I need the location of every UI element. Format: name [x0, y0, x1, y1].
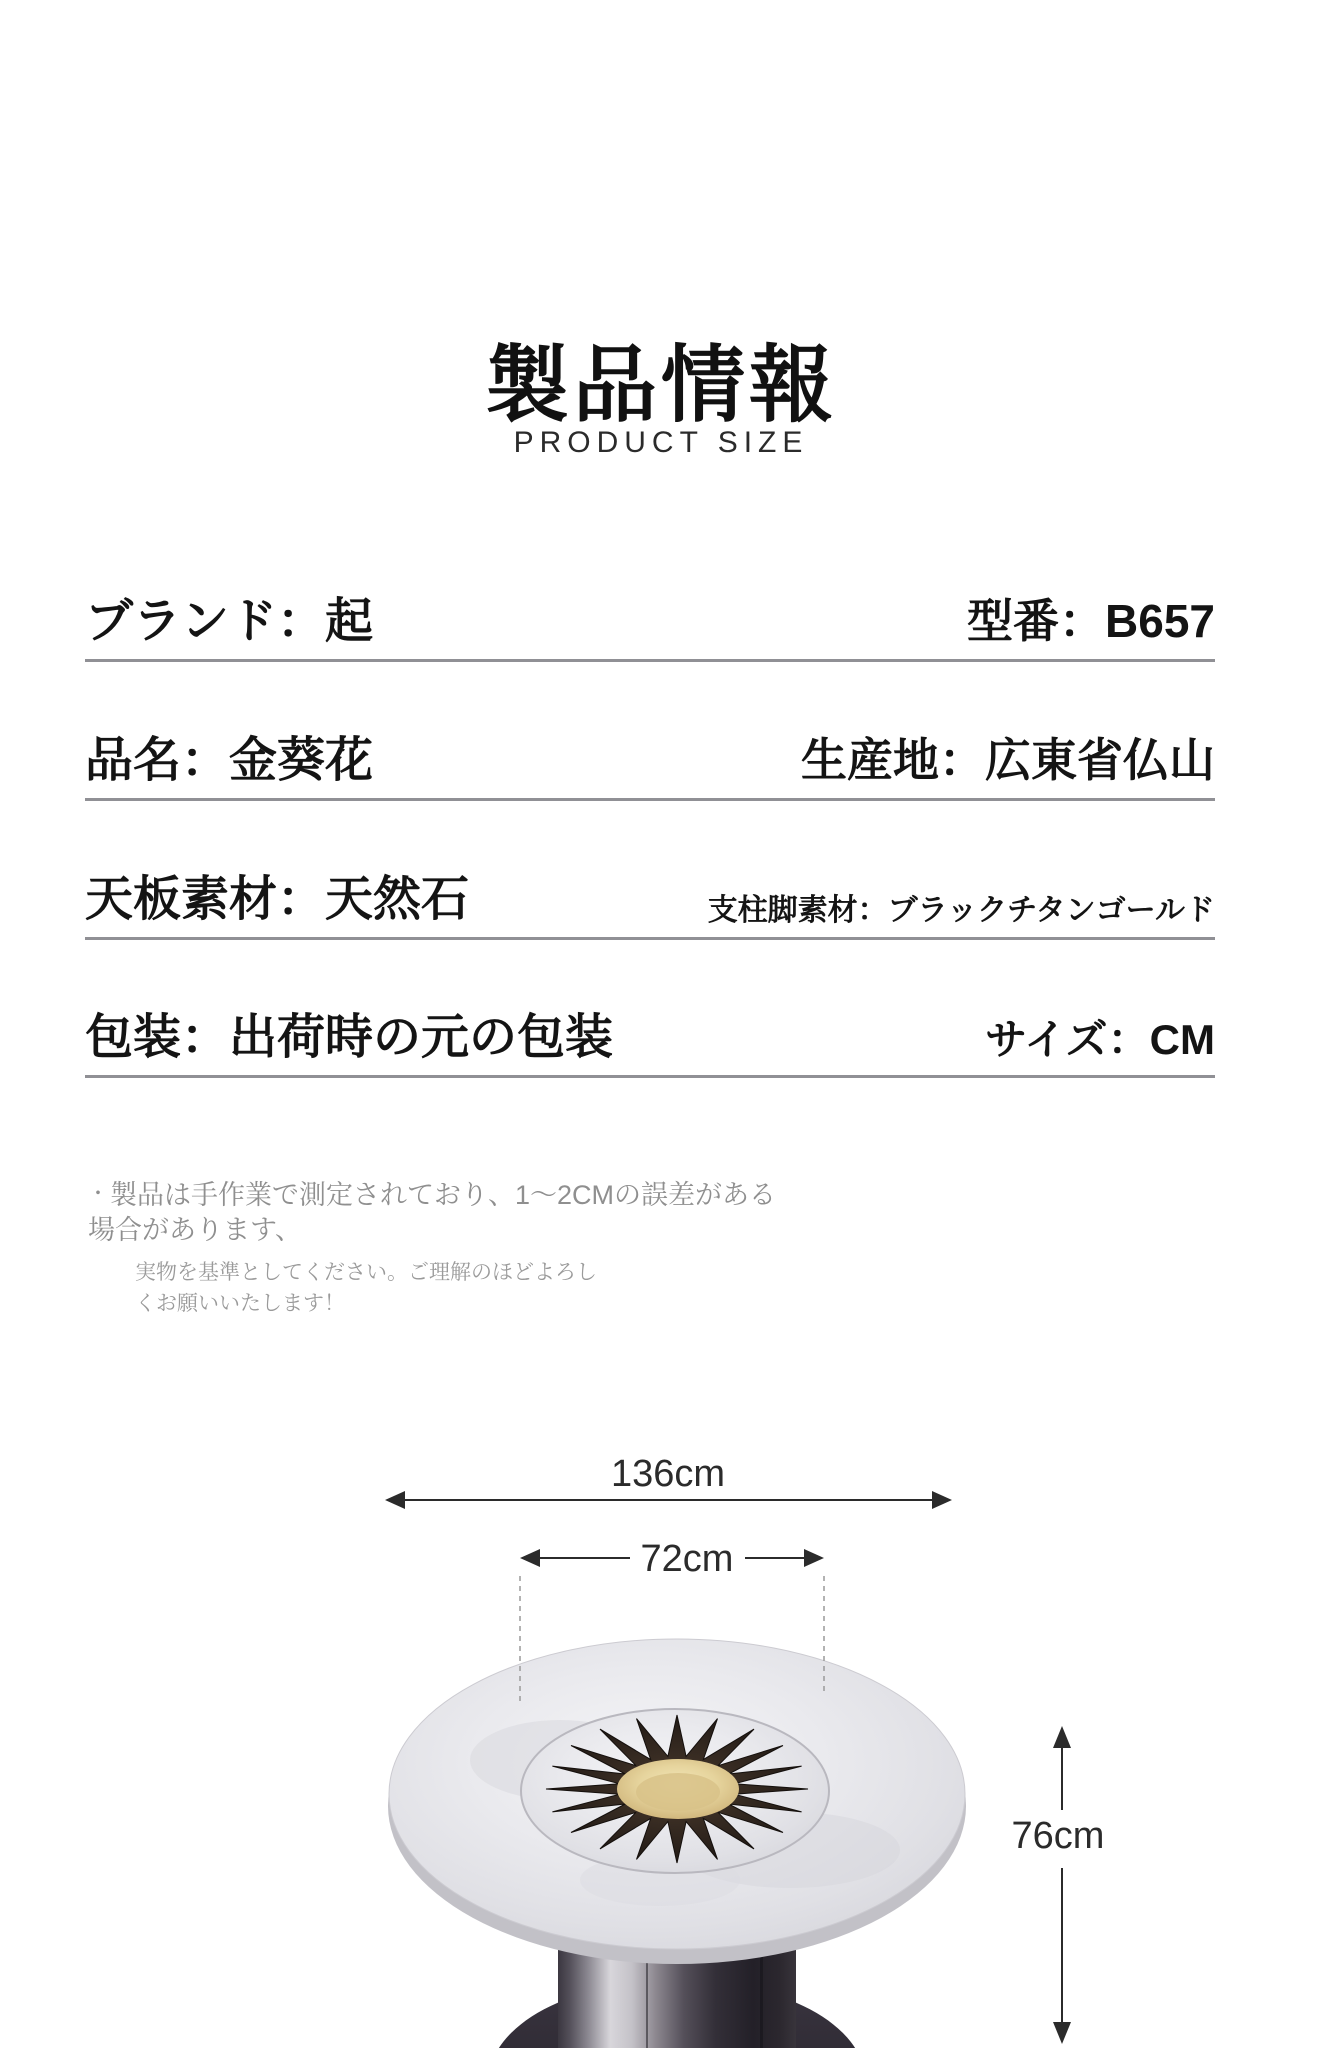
page-subtitle: PRODUCT SIZE — [513, 426, 809, 459]
page-title: 製品情報 — [484, 338, 837, 432]
inner-diameter-label: 72cm — [640, 1538, 734, 1580]
arrowhead-left-icon — [520, 1549, 540, 1567]
brand-label: ブランド：起 — [85, 595, 374, 648]
arrowhead-right-icon — [804, 1549, 824, 1567]
table-dimension-drawing — [0, 1380, 1322, 2048]
packaging-label: 包装：出荷時の元の包装 — [85, 1011, 614, 1064]
product-name-label: 品名：金葵花 — [85, 734, 374, 787]
model-number-label: 型番：B657 — [967, 595, 1215, 647]
dimension-diagram — [0, 1380, 1322, 2048]
spec-row-brand-model — [85, 570, 1215, 662]
note-text-3: くお願いいたします！ — [135, 1291, 345, 1315]
size-unit-label: サイズ：CM — [985, 1016, 1215, 1063]
measurement-note — [88, 1178, 788, 1319]
leg-material-label: 支柱脚素材：ブラックチタンゴールド — [707, 894, 1215, 927]
note-text-1: 製品は手作業で測定されており、1〜2CMの誤差がある場合があります、 — [88, 1180, 777, 1246]
outer-diameter-label: 136cm — [610, 1453, 726, 1495]
arrowhead-down-icon — [1053, 2022, 1071, 2044]
arrowhead-right-icon — [932, 1491, 952, 1509]
note-bullet: ・ — [88, 1183, 108, 1205]
spec-row-name-origin — [85, 710, 1215, 801]
spec-row-materials — [85, 848, 1215, 940]
gold-center-dish — [636, 1773, 720, 1811]
spec-row-packaging-size — [85, 986, 1215, 1078]
arrowhead-up-icon — [1053, 1726, 1071, 1748]
note-line-rest — [135, 1258, 788, 1319]
height-label: 76cm — [1011, 1815, 1105, 1857]
note-text-2: 実物を基準としてください。ご理解のほどよろし — [135, 1261, 597, 1285]
arrowhead-left-icon — [385, 1491, 405, 1509]
tabletop-material-label: 天板素材：天然石 — [85, 873, 470, 926]
origin-label: 生産地：広東省仏山 — [801, 734, 1215, 786]
note-line-1 — [88, 1178, 788, 1248]
